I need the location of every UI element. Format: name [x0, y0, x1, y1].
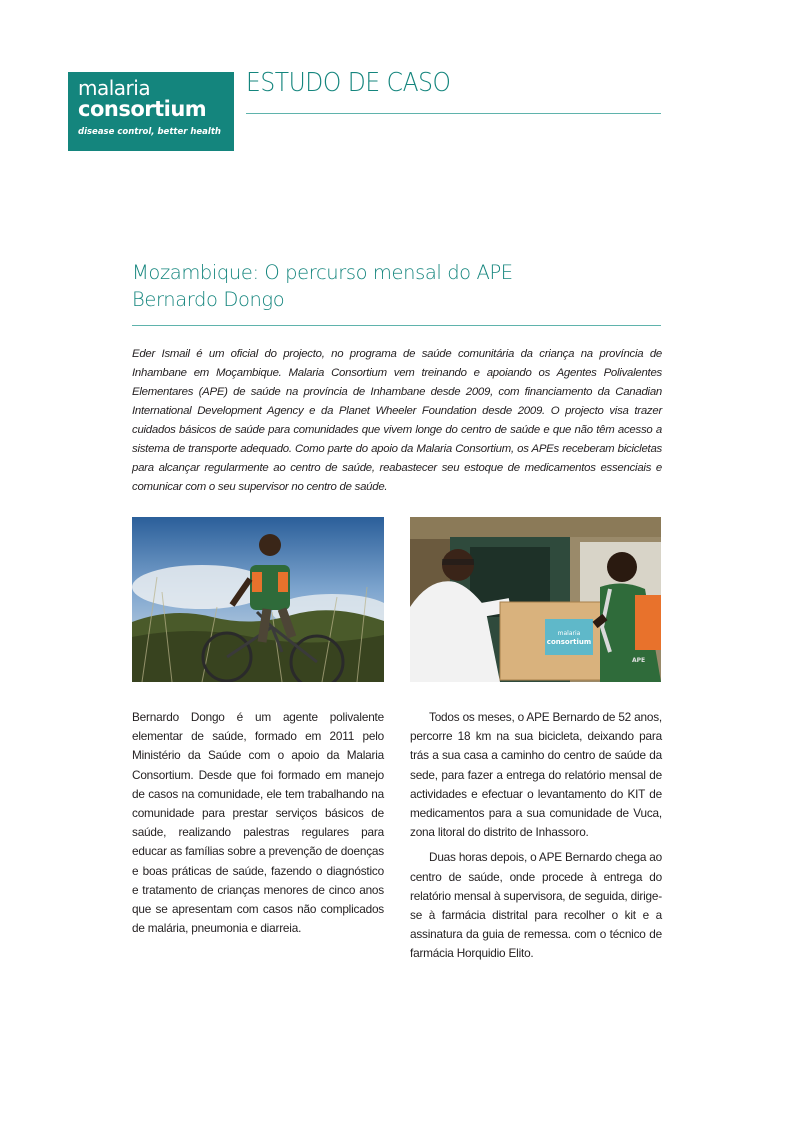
logo-tagline: disease control, better health — [78, 127, 221, 137]
title-divider — [132, 325, 661, 326]
article-title — [132, 259, 652, 313]
photo-medicine-kit-handover — [410, 517, 661, 682]
header-divider — [246, 113, 661, 114]
body-paragraph: Todos os meses, o APE Bernardo de 52 anos, percorre 18 km na sua bicicleta, deixando para trás a sua casa a caminho do centro de saúde da sede, para fazer a entrega do relatório mensal de actividades e efectuar o levantamento do KIT de medicamentos para a sua comunidade de Vuca, zona litoral do distrito de Inhassoro. — [410, 710, 662, 840]
box-label-consortium: consortium — [546, 638, 592, 646]
body-column-left — [132, 708, 384, 944]
intro-paragraph: Eder Ismail é um oficial do projecto, no programa de saúde comunitária da criança na província de Inhambane em Moçambique. Malaria Consortium vem treinando e apoiando os Agentes Polivalentes Elementares (APE) de saúde na província de Inhambane desde 2009, com financiamento da Canadian International Development Agency e da Planet Wheeler Foundation desde 2009. O projecto visa trazer cuidados básicos de saúde para comunidades que vivem longe do centro de saúde e que não têm acesso a sistema de transporte adequado. Como parte do apoio da Malaria Consortium, os APEs receberam bicicletas para alcançar regularmente ao centro de saúde, reabastecer seu estoque de medicamentos essenciais e comunicar com o seu supervisor no centro de saúde. — [132, 348, 662, 493]
article-title-line-1: Mozambique: O percurso mensal do APE — [132, 261, 513, 284]
box-label-malaria: malaria — [557, 630, 581, 637]
logo-line-malaria: malaria — [78, 76, 151, 100]
body-paragraph: Duas horas depois, o APE Bernardo chega ao centro de saúde, onde procede à entrega do relatório mensal à supervisora, de seguida, dirige-se à farmácia distrital para recolher o kit e a assinatura da guia de remessa. com o técnico de farmácia Horquidio Elito. — [410, 850, 662, 961]
article-title-line-2: Bernardo Dongo — [132, 288, 285, 311]
body-paragraph: Bernardo Dongo é um agente polivalente elementar de saúde, formado em 2011 pelo Ministério da Saúde com o apoio da Malaria Consortium. Desde que foi formado em manejo de casos na comunidade, ele tem trabalhando na comunidade para prestar serviços básicos de saúde, realizando palestras regulares para educar as famílias sobre a prevenção de doenças e boas práticas de saúde, fazendo o diagnóstico e tratamento de crianças menores de cinco anos que se apresentam com casos não complicados de malária, pneumonia e diarreia. — [132, 710, 384, 936]
logo-line-consortium: consortium — [78, 97, 207, 121]
malaria-consortium-logo — [68, 72, 234, 151]
page-header-title: ESTUDO DE CASO — [246, 68, 451, 98]
body-column-right — [410, 708, 662, 970]
photo-ape-on-bicycle — [132, 517, 384, 682]
vest-label: APE — [632, 657, 646, 664]
